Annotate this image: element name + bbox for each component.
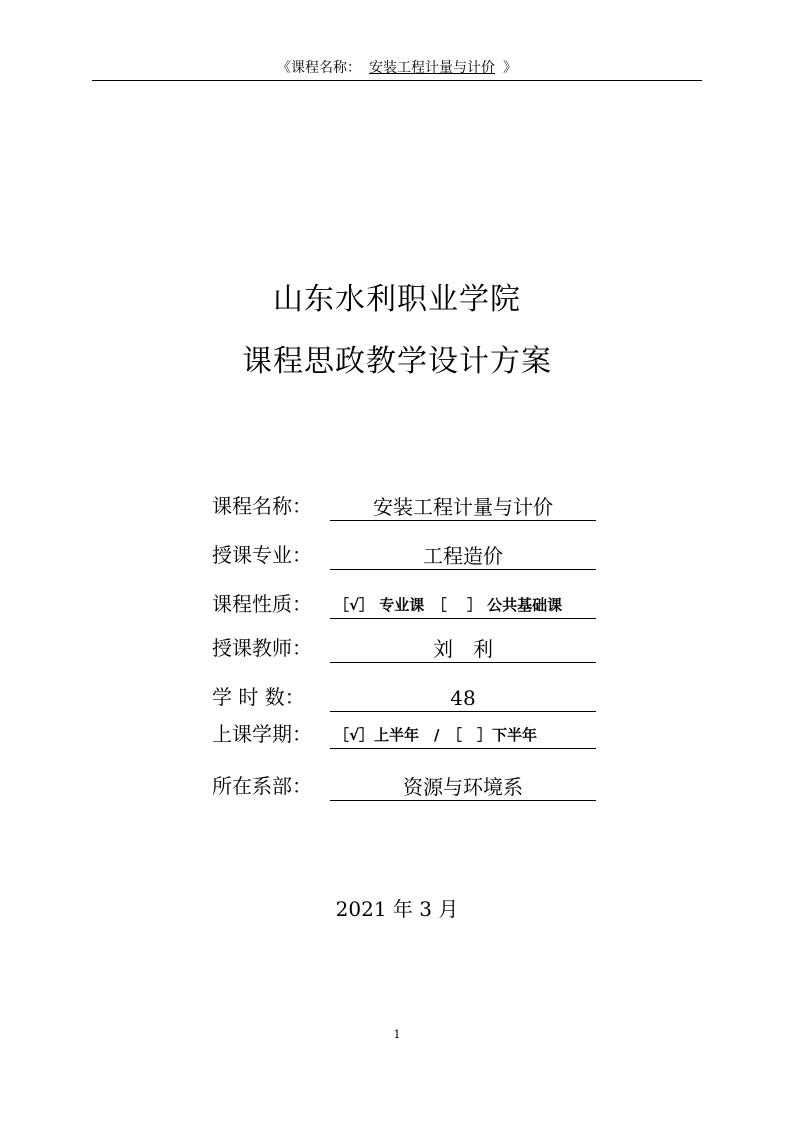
- course-type-label: 课程性质：: [212, 592, 312, 616]
- teacher-row: [212, 633, 602, 663]
- document-date: 2021 年 3 月: [335, 897, 459, 921]
- course-name-value: 安装工程计量与计价: [330, 494, 596, 521]
- hours-label: 学 时 数：: [212, 685, 305, 709]
- page-number: 1: [393, 1028, 401, 1041]
- header-prefix: 《课程名称：: [277, 60, 361, 76]
- department-row: [212, 771, 602, 801]
- department-value: 资源与环境系: [330, 774, 596, 801]
- course-name-row: [212, 491, 602, 521]
- semester-value: ［√］上半年 / ［ ］下半年: [330, 722, 596, 749]
- course-type-row: [212, 589, 602, 619]
- header-course-name: 安装工程计量与计价: [369, 60, 495, 76]
- document-title: 课程思政教学设计方案: [242, 344, 552, 379]
- department-label: 所在系部：: [212, 774, 312, 798]
- teacher-value: 刘 利: [330, 636, 596, 663]
- teacher-label: 授课教师：: [212, 636, 312, 660]
- course-name-label: 课程名称：: [212, 494, 312, 518]
- course-type-value: ［√］ 专业课 ［ ］ 公共基础课: [330, 592, 596, 619]
- major-value: 工程造价: [330, 543, 596, 570]
- header-suffix: 》: [503, 60, 517, 76]
- running-header: [92, 58, 702, 81]
- semester-row: [212, 719, 602, 749]
- major-label: 授课专业：: [212, 543, 312, 567]
- institution-title: 山东水利职业学院: [273, 282, 521, 317]
- semester-label: 上课学期：: [212, 722, 312, 746]
- major-row: [212, 540, 602, 570]
- hours-value: 48: [330, 685, 596, 712]
- hours-row: [212, 682, 602, 712]
